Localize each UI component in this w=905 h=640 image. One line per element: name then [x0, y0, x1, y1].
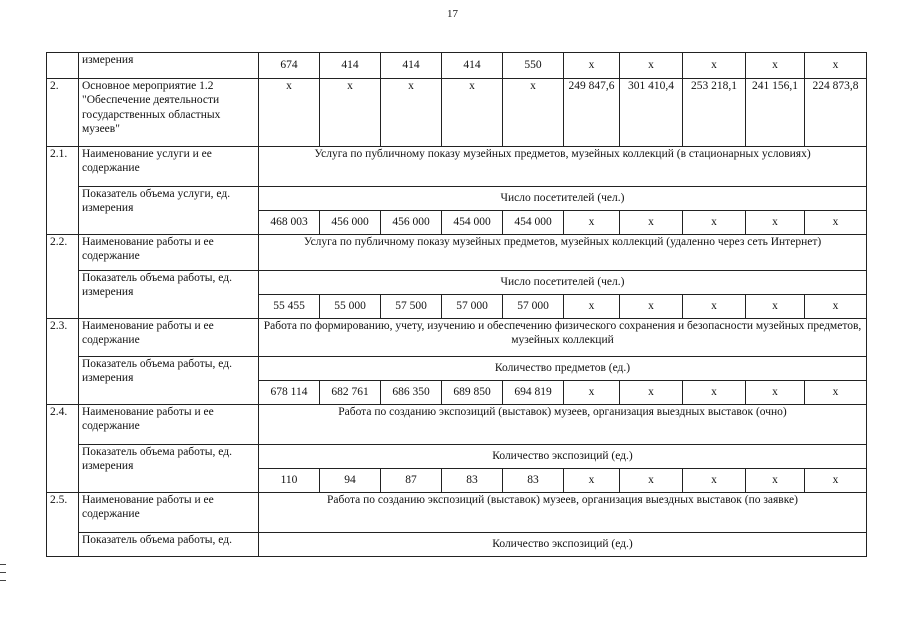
value-cell: x — [805, 469, 867, 493]
value-cell: x — [683, 295, 746, 319]
table-row — [47, 271, 867, 295]
row-number: 2. — [47, 79, 79, 147]
value-cell: 454 000 — [503, 211, 564, 235]
value-cell: x — [683, 211, 746, 235]
value-cell: 241 156,1 — [746, 79, 805, 147]
activity-name: Основное мероприятие 1.2 "Обеспечение деятельности государственных областных музеев" — [79, 79, 259, 147]
value-cell: x — [683, 53, 746, 79]
table-row — [47, 319, 867, 357]
work-name-value: Услуга по публичному показу музейных предметов, музейных коллекций (удаленно через сеть Интернет) — [259, 235, 867, 271]
work-name-value: Работа по формированию, учету, изучению и обеспечению физического сохранения и безопасности музейных предметов, музейных коллекций — [259, 319, 867, 357]
value-cell: 468 003 — [259, 211, 320, 235]
page-number: 17 — [447, 8, 458, 20]
value-cell: x — [564, 295, 620, 319]
indicator-value: Число посетителей (чел.) — [259, 187, 867, 211]
value-cell: x — [503, 79, 564, 147]
value-cell: 57 000 — [503, 295, 564, 319]
value-cell: 110 — [259, 469, 320, 493]
value-cell: x — [746, 211, 805, 235]
value-cell: 414 — [442, 53, 503, 79]
work-name-value: Работа по созданию экспозиций (выставок) музеев, организация выездных выставок (по заявке) — [259, 493, 867, 533]
value-cell: x — [620, 381, 683, 405]
indicator-label: Показатель объема работы, ед. измерения — [79, 271, 259, 319]
row-number-cell — [47, 53, 79, 79]
value-cell: x — [381, 79, 442, 147]
indicator-label: Показатель объема работы, ед. измерения — [79, 357, 259, 405]
indicator-value: Количество предметов (ед.) — [259, 357, 867, 381]
value-cell: 456 000 — [320, 211, 381, 235]
value-cell: x — [620, 211, 683, 235]
indicator-value: Число посетителей (чел.) — [259, 271, 867, 295]
value-cell: x — [620, 53, 683, 79]
value-cell: x — [746, 295, 805, 319]
value-cell: 55 000 — [320, 295, 381, 319]
row-number: 2.3. — [47, 319, 79, 405]
value-cell: x — [746, 53, 805, 79]
value-cell: x — [746, 469, 805, 493]
value-cell: x — [805, 295, 867, 319]
value-cell: x — [805, 53, 867, 79]
value-cell: 301 410,4 — [620, 79, 683, 147]
table-row — [47, 79, 867, 147]
value-cell: 55 455 — [259, 295, 320, 319]
value-cell: x — [442, 79, 503, 147]
value-cell: x — [564, 469, 620, 493]
table-row — [47, 445, 867, 469]
value-cell: 224 873,8 — [805, 79, 867, 147]
value-cell: x — [746, 381, 805, 405]
value-cell: 83 — [503, 469, 564, 493]
indicator-label: Показатель объема работы, ед. — [79, 533, 259, 557]
value-cell: 414 — [381, 53, 442, 79]
table-row — [47, 405, 867, 445]
work-name-label: Наименование работы и ее содержание — [79, 319, 259, 357]
margin-mark — [0, 572, 6, 573]
value-cell: 57 500 — [381, 295, 442, 319]
indicator-value: Количество экспозиций (ед.) — [259, 445, 867, 469]
margin-mark — [0, 580, 6, 581]
value-cell: x — [320, 79, 381, 147]
value-cell: x — [620, 469, 683, 493]
row-number: 2.2. — [47, 235, 79, 319]
work-name-label: Наименование работы и ее содержание — [79, 405, 259, 445]
value-cell: x — [683, 469, 746, 493]
table-row — [47, 357, 867, 381]
value-cell: 682 761 — [320, 381, 381, 405]
table-row — [47, 235, 867, 271]
value-cell: x — [683, 381, 746, 405]
value-cell: 87 — [381, 469, 442, 493]
value-cell: 249 847,6 — [564, 79, 620, 147]
service-name-label: Наименование услуги и ее содержание — [79, 147, 259, 187]
value-cell: 678 114 — [259, 381, 320, 405]
table-row — [47, 493, 867, 533]
value-cell: x — [805, 211, 867, 235]
row-number: 2.4. — [47, 405, 79, 493]
value-cell: 83 — [442, 469, 503, 493]
value-cell: 550 — [503, 53, 564, 79]
value-cell: 686 350 — [381, 381, 442, 405]
value-cell: 414 — [320, 53, 381, 79]
table-row — [47, 187, 867, 211]
value-cell: 454 000 — [442, 211, 503, 235]
program-table — [46, 52, 867, 557]
table-row — [47, 147, 867, 187]
value-cell: x — [620, 295, 683, 319]
table-row — [47, 533, 867, 557]
indicator-label: Показатель объема работы, ед. измерения — [79, 445, 259, 493]
indicator-label: Показатель объема услуги, ед. измерения — [79, 187, 259, 235]
work-name-label: Наименование работы и ее содержание — [79, 493, 259, 533]
value-cell: x — [564, 211, 620, 235]
work-name-value: Работа по созданию экспозиций (выставок) музеев, организация выездных выставок (очно) — [259, 405, 867, 445]
value-cell: x — [259, 79, 320, 147]
value-cell: x — [564, 53, 620, 79]
row-label: измерения — [79, 53, 259, 79]
service-name-value: Услуга по публичному показу музейных предметов, музейных коллекций (в стационарных условиях) — [259, 147, 867, 187]
value-cell: 456 000 — [381, 211, 442, 235]
work-name-label: Наименование работы и ее содержание — [79, 235, 259, 271]
value-cell: 94 — [320, 469, 381, 493]
value-cell: 57 000 — [442, 295, 503, 319]
value-cell: x — [564, 381, 620, 405]
row-number: 2.1. — [47, 147, 79, 235]
value-cell: x — [805, 381, 867, 405]
value-cell: 694 819 — [503, 381, 564, 405]
row-number: 2.5. — [47, 493, 79, 557]
value-cell: 253 218,1 — [683, 79, 746, 147]
indicator-value: Количество экспозиций (ед.) — [259, 533, 867, 557]
value-cell: 674 — [259, 53, 320, 79]
value-cell: 689 850 — [442, 381, 503, 405]
table-row — [47, 53, 867, 79]
margin-mark — [0, 564, 6, 565]
